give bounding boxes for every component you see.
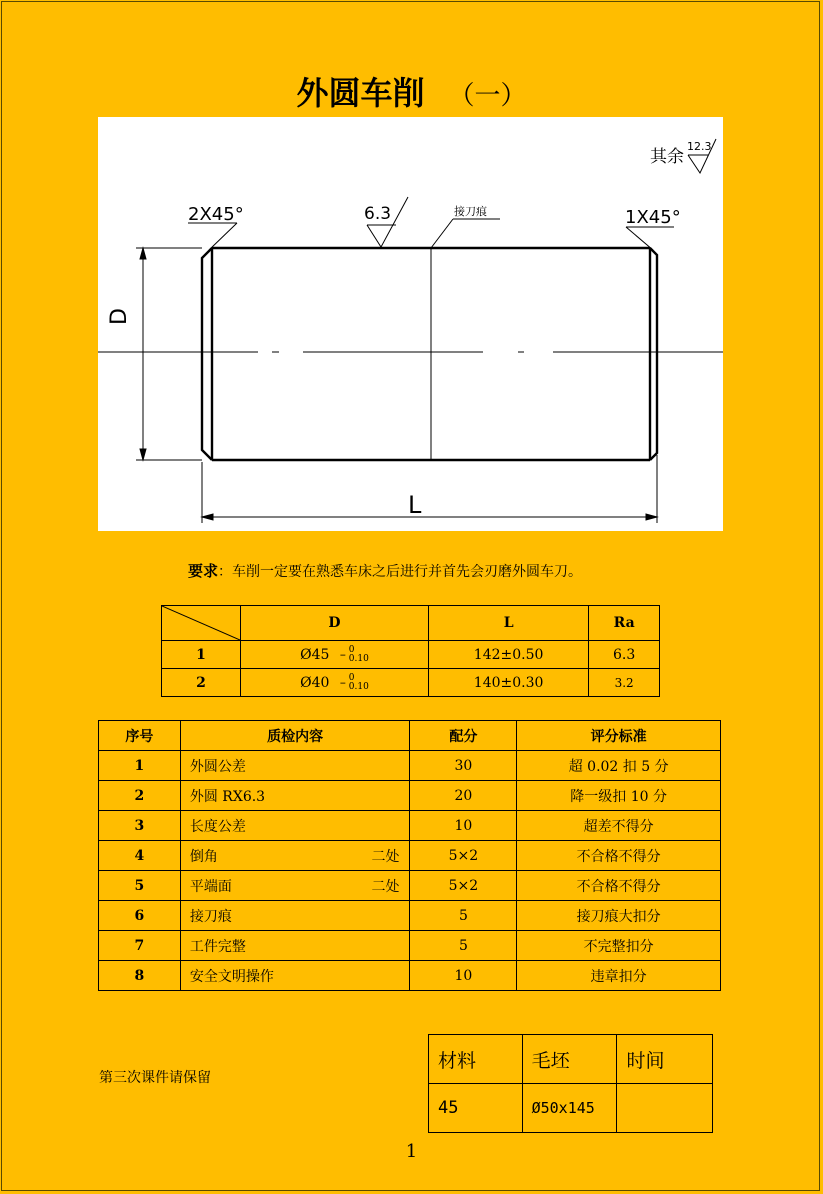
spec-header-d: D (241, 606, 429, 641)
score-header-standard: 评分标准 (517, 721, 721, 751)
score-item-cell (180, 901, 410, 931)
tolerance-sign: – (339, 675, 346, 689)
spec-table (161, 605, 660, 697)
material-value: 45 (429, 1084, 523, 1133)
score-standard: 不完整扣分 (517, 931, 721, 961)
spec-row-l: 142±0.50 (428, 641, 588, 669)
score-item: 安全文明操作 (189, 968, 274, 985)
score-standard: 超差不得分 (517, 811, 721, 841)
seam-note-label: 接刀痕 (454, 205, 487, 218)
blank-size-value: Ø50x145 (522, 1084, 617, 1133)
spec-d-value: Ø45 (300, 646, 330, 663)
spec-row-d (241, 641, 429, 669)
dimension-l (202, 455, 657, 523)
score-item-cell (180, 871, 410, 901)
table-row (99, 901, 721, 931)
chamfer-right-label: 1X45° (625, 207, 681, 228)
score-points: 5 (410, 901, 517, 931)
score-header-no: 序号 (99, 721, 181, 751)
spec-row-d (241, 669, 429, 697)
tolerance (340, 646, 369, 664)
score-header-points: 配分 (410, 721, 517, 751)
spec-row-no: 2 (162, 669, 241, 697)
table-row (99, 961, 721, 991)
requirement-colon: ： (218, 564, 233, 580)
score-item-cell (180, 931, 410, 961)
score-item: 外圆公差 (189, 758, 246, 775)
table-row (99, 841, 721, 871)
tolerance-upper: 0 (348, 672, 355, 683)
score-no: 5 (99, 871, 181, 901)
page-title (0, 68, 823, 114)
spec-row-no: 1 (162, 641, 241, 669)
tolerance-sign: – (339, 647, 346, 661)
score-no: 6 (99, 901, 181, 931)
score-standard: 违章扣分 (517, 961, 721, 991)
chamfer-left-label: 2X45° (188, 204, 244, 225)
shaft-outline (202, 248, 657, 460)
tolerance (340, 674, 369, 692)
table-row (99, 781, 721, 811)
score-no: 4 (99, 841, 181, 871)
score-item-cell (180, 811, 410, 841)
table-row (162, 669, 660, 697)
title-main: 外圆车削 (296, 74, 425, 112)
score-note: 二处 (371, 848, 400, 865)
spec-row-ra: 3.2 (589, 669, 660, 697)
score-points: 10 (410, 811, 517, 841)
dimension-l-label: L (408, 491, 422, 519)
spec-header-ra: Ra (589, 606, 660, 641)
score-item-cell (180, 961, 410, 991)
score-points: 30 (410, 751, 517, 781)
tolerance-upper: 0 (348, 644, 355, 655)
roughness-surface-label: 6.3 (364, 204, 392, 224)
time-value (617, 1084, 713, 1133)
requirement-line (188, 560, 582, 581)
spec-header-l: L (428, 606, 588, 641)
table-row (99, 931, 721, 961)
score-item-cell (180, 841, 410, 871)
score-item: 接刀痕 (189, 908, 232, 925)
score-item: 平端面 (189, 878, 232, 895)
material-header-row (429, 1035, 713, 1084)
table-row (99, 871, 721, 901)
keep-note: 第三次课件请保留 (99, 1070, 211, 1086)
score-note: 二处 (371, 878, 400, 895)
roughness-rest-label: 其余 (650, 147, 684, 167)
score-points: 20 (410, 781, 517, 811)
score-item: 工件完整 (189, 938, 246, 955)
score-item: 长度公差 (189, 818, 246, 835)
material-header-time: 时间 (617, 1035, 713, 1084)
score-header-item: 质检内容 (180, 721, 410, 751)
tolerance-lower: 0.10 (348, 653, 369, 664)
technical-drawing (98, 117, 723, 531)
roughness-rest-value: 12.3 (687, 140, 712, 153)
score-header-row (99, 721, 721, 751)
score-no: 8 (99, 961, 181, 991)
page-number: 1 (405, 1141, 418, 1162)
score-standard: 接刀痕大扣分 (517, 901, 721, 931)
requirement-label: 要求 (188, 562, 219, 580)
score-standard: 降一级扣 10 分 (517, 781, 721, 811)
score-no: 7 (99, 931, 181, 961)
dimension-d (136, 248, 202, 460)
material-header-blank: 毛坯 (522, 1035, 617, 1084)
score-no: 2 (99, 781, 181, 811)
score-standard: 超 0.02 扣 5 分 (517, 751, 721, 781)
table-row (99, 751, 721, 781)
spec-row-l: 140±0.30 (428, 669, 588, 697)
score-item: 倒角 (189, 848, 218, 865)
score-table (98, 720, 721, 991)
spec-corner-cell (162, 606, 241, 641)
score-points: 5 (410, 931, 517, 961)
score-points: 5×2 (410, 841, 517, 871)
dimension-d-label: D (107, 308, 132, 325)
score-item-cell (180, 781, 410, 811)
requirement-text: 车削一定要在熟悉车床之后进行并首先会刃磨外圆车刀。 (232, 564, 583, 580)
score-points: 10 (410, 961, 517, 991)
spec-header-row (162, 606, 660, 641)
score-no: 3 (99, 811, 181, 841)
table-row (99, 811, 721, 841)
spec-d-value: Ø40 (300, 674, 330, 691)
material-header-material: 材料 (429, 1035, 523, 1084)
score-no: 1 (99, 751, 181, 781)
material-value-row (429, 1084, 713, 1133)
spec-row-ra: 6.3 (589, 641, 660, 669)
score-standard: 不合格不得分 (517, 841, 721, 871)
score-item-cell (180, 751, 410, 781)
score-item: 外圆 RX6.3 (189, 788, 266, 805)
title-sub: （一） (448, 81, 527, 111)
score-standard: 不合格不得分 (517, 871, 721, 901)
score-points: 5×2 (410, 871, 517, 901)
material-table (428, 1034, 713, 1133)
tolerance-lower: 0.10 (348, 681, 369, 692)
table-row (162, 641, 660, 669)
